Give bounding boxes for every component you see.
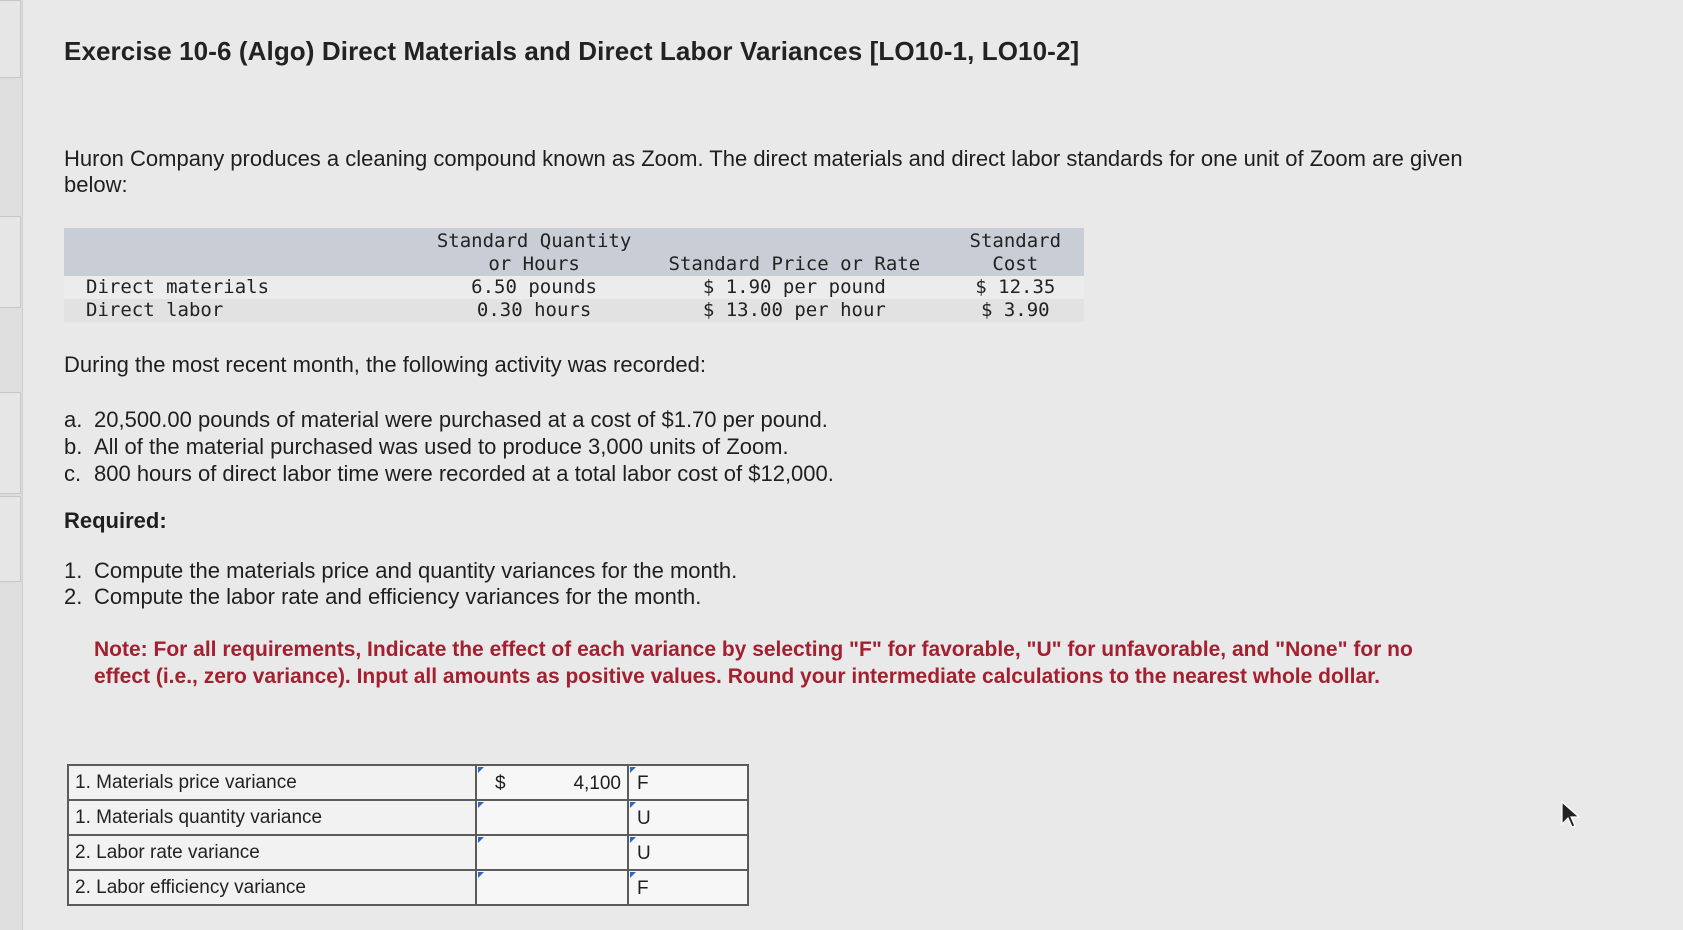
- list-text: 800 hours of direct labor time were recorded at a total labor cost of $12,000.: [94, 461, 834, 486]
- answer-row-labor-efficiency: [68, 870, 748, 905]
- answer-row-materials-price: [68, 765, 748, 800]
- standards-header-row: [64, 228, 1084, 276]
- input-indicator-icon: [478, 802, 484, 808]
- header-cost: [947, 228, 1084, 276]
- list-text: 20,500.00 pounds of material were purchased at a cost of $1.70 per pound.: [94, 407, 828, 432]
- answer-row-labor-rate: [68, 835, 748, 870]
- input-indicator-icon: [478, 837, 484, 843]
- effect-value: U: [637, 843, 651, 864]
- answer-label: 1. Materials price variance: [68, 765, 476, 800]
- intro-paragraph: Huron Company produces a cleaning compound known as Zoom. The direct materials and direct labor standards for one unit of Zoom are given below:: [64, 146, 1463, 197]
- amount-input[interactable]: [476, 800, 628, 835]
- header-blank: [64, 228, 426, 276]
- row-qty: 6.50 pounds: [426, 276, 642, 299]
- list-marker: b.: [64, 434, 83, 459]
- row-label: Direct materials: [64, 276, 426, 299]
- effect-value: F: [637, 878, 649, 899]
- input-indicator-icon: [630, 837, 636, 843]
- requirements-note: Note: For all requirements, Indicate the effect of each variance by selecting "F" for favorable, "U" for unfavorable, and "None" for no effect (i.e., zero variance). Input all amounts as positive values. Round your intermediate calculations to the nearest whole dollar.: [94, 638, 1413, 688]
- effect-select[interactable]: [628, 835, 748, 870]
- answer-label: 1. Materials quantity variance: [68, 800, 476, 835]
- answer-label: 2. Labor efficiency variance: [68, 870, 476, 905]
- list-text: Compute the labor rate and efficiency variances for the month.: [94, 584, 702, 609]
- effect-value: U: [637, 808, 651, 829]
- page-title: Exercise 10-6 (Algo) Direct Materials and Direct Labor Variances [LO10-1, LO10-2]: [64, 36, 1080, 66]
- required-heading: Required:: [64, 508, 167, 533]
- exercise-content: [64, 36, 1484, 899]
- row-price: $ 1.90 per pound: [642, 276, 947, 299]
- mouse-cursor-icon: [1560, 800, 1582, 830]
- list-text: All of the material purchased was used to produce 3,000 units of Zoom.: [94, 434, 789, 459]
- header-price: Standard Price or Rate: [642, 228, 947, 276]
- list-item: [64, 406, 834, 433]
- standards-row-materials: [64, 276, 1084, 299]
- row-price: $ 13.00 per hour: [642, 299, 947, 322]
- list-marker: a.: [64, 407, 83, 432]
- activity-list: [64, 406, 834, 487]
- header-cost-line1: Standard: [969, 230, 1062, 252]
- standards-row-labor: [64, 299, 1084, 322]
- header-qty-line1: Standard Quantity: [436, 230, 632, 252]
- header-qty-line2: or Hours: [488, 253, 580, 275]
- list-item: [64, 558, 1484, 584]
- amount-input[interactable]: [476, 835, 628, 870]
- currency-symbol: $: [495, 773, 506, 794]
- header-cost-line2: Cost: [992, 253, 1039, 275]
- input-indicator-icon: [630, 872, 636, 878]
- list-marker: 1.: [64, 558, 83, 583]
- row-cost: $ 3.90: [947, 299, 1084, 322]
- list-marker: c.: [64, 461, 82, 486]
- amount-input[interactable]: [476, 870, 628, 905]
- edge-tab: [0, 496, 21, 582]
- list-marker: 2.: [64, 584, 83, 609]
- answer-table: [67, 764, 749, 906]
- effect-select[interactable]: [628, 765, 748, 800]
- input-indicator-icon: [630, 802, 636, 808]
- left-page-edge: [0, 0, 23, 930]
- edge-tab: [0, 392, 21, 494]
- list-text: Compute the materials price and quantity variances for the month.: [94, 558, 738, 583]
- amount-value: 4,100: [573, 773, 621, 794]
- amount-input[interactable]: [476, 765, 628, 800]
- effect-value: F: [637, 773, 649, 794]
- required-list: [64, 558, 1484, 610]
- list-item: [64, 460, 834, 487]
- list-item: [64, 584, 1484, 610]
- input-indicator-icon: [478, 872, 484, 878]
- effect-select[interactable]: [628, 870, 748, 905]
- standards-table: [64, 228, 1084, 322]
- row-qty: 0.30 hours: [426, 299, 642, 322]
- answer-label: 2. Labor rate variance: [68, 835, 476, 870]
- edge-tab: [0, 0, 21, 78]
- edge-tab: [0, 216, 21, 308]
- answer-row-materials-quantity: [68, 800, 748, 835]
- header-qty: [426, 228, 642, 276]
- input-indicator-icon: [478, 767, 484, 773]
- row-label: Direct labor: [64, 299, 426, 322]
- input-indicator-icon: [630, 767, 636, 773]
- activity-lead: During the most recent month, the following activity was recorded:: [64, 352, 706, 377]
- row-cost: $ 12.35: [947, 276, 1084, 299]
- effect-select[interactable]: [628, 800, 748, 835]
- list-item: [64, 433, 834, 460]
